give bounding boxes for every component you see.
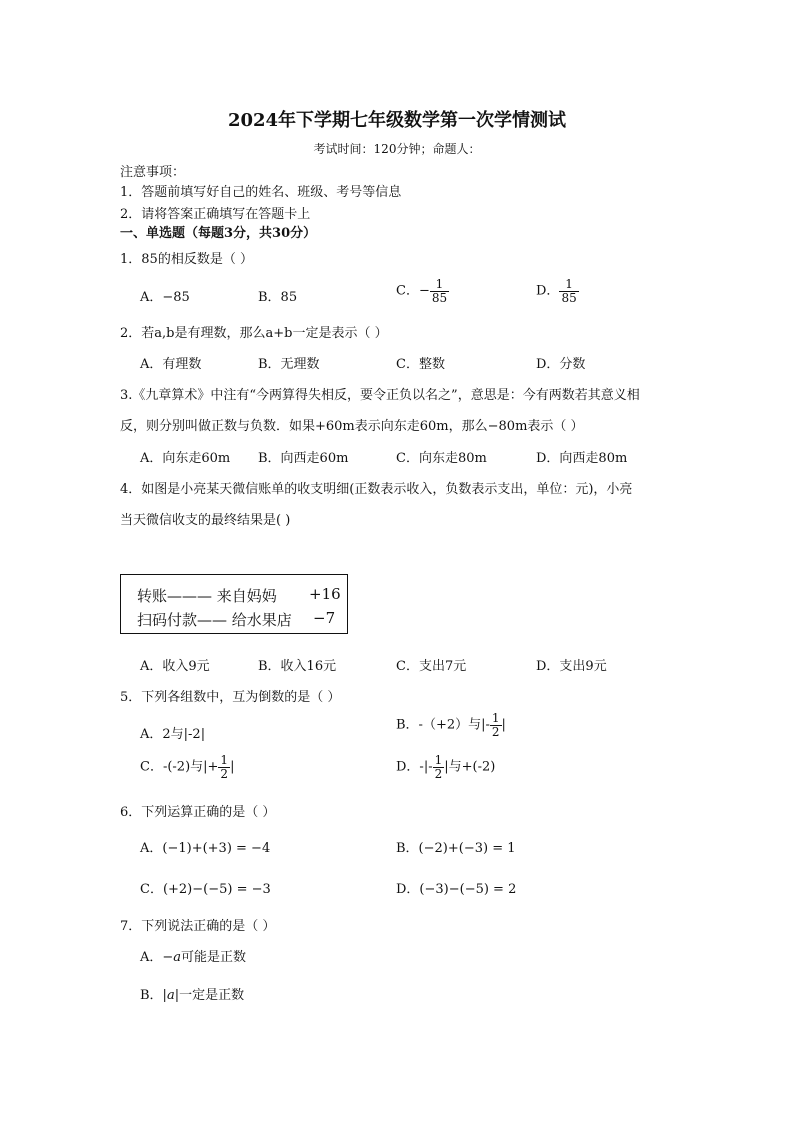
bill-row-1-value: +16 (309, 585, 341, 603)
wechat-bill-box (120, 574, 348, 634)
q4-option-a: A．收入9元 (140, 659, 210, 674)
exam-info: 考试时间：120分钟；命题人： (313, 142, 481, 156)
q5-option-b-post: | (501, 717, 506, 733)
q6-option-b: B．(−2)+(−3) = 1 (396, 841, 516, 856)
q3-option-a: A．向东走60m (140, 451, 231, 466)
q1-option-d-label: D． (536, 283, 560, 299)
q7-option-b-pre: B．| (140, 988, 167, 1003)
fraction-denominator: 2 (434, 766, 443, 781)
bill-row-2 (137, 609, 336, 630)
fraction-numerator: 1 (430, 278, 449, 292)
q5-option-c-post: | (230, 759, 235, 775)
fraction-numerator: 1 (559, 278, 578, 292)
q4-option-b: B．收入16元 (258, 659, 337, 674)
variable-a: a (166, 988, 175, 1003)
question-4-stem-line1: 4．如图是小亮某天微信账单的收支明细(正数表示收入，负数表示支出，单位：元)，小亮 (120, 482, 633, 497)
q3-option-b: B．向西走60m (258, 451, 349, 466)
fraction-numerator: 1 (491, 711, 500, 725)
q5-option-d (396, 754, 495, 780)
fraction-denominator: 2 (220, 766, 229, 781)
q3-option-d: D．向西走80m (536, 451, 628, 466)
q6-option-d: D．(−3)−(−5) = 2 (396, 882, 517, 897)
fraction-numerator: 1 (434, 753, 443, 767)
question-3-stem-line1: 3.《九章算术》中注有“今两算得失相反，要令正负以名之”，意思是：今有两数若其意义相 (120, 388, 640, 403)
fraction-denominator: 85 (431, 290, 448, 305)
question-4-stem-line2: 当天微信收支的最终结果是( ) (120, 513, 291, 528)
q4-option-d: D．支出9元 (536, 659, 607, 674)
q7-option-a (140, 946, 246, 965)
q7-option-b (140, 984, 244, 1003)
q2-option-d: D．分数 (536, 357, 586, 372)
fraction (490, 712, 502, 738)
q5-option-a: A．2与|-2| (140, 727, 206, 742)
bill-row-1 (137, 585, 341, 606)
note-item: 1．答题前填写好自己的姓名、班级、考号等信息 (120, 185, 402, 200)
q4-option-c: C．支出7元 (396, 659, 467, 674)
fraction-numerator: 1 (220, 753, 229, 767)
fraction (430, 278, 449, 304)
q5-option-b-pre: B．-（+2）与|- (396, 717, 490, 733)
q1-option-c (396, 278, 449, 304)
fraction (218, 754, 230, 780)
q2-option-b: B．无理数 (258, 357, 320, 372)
q2-option-c: C．整数 (396, 357, 445, 372)
question-6-stem: 6．下列运算正确的是（ ） (120, 805, 276, 820)
q7-option-a-post: 可能是正数 (181, 950, 247, 965)
section-heading: 一、单选题（每题3分，共30分） (120, 226, 317, 241)
question-1-stem: 1．85的相反数是（ ） (120, 252, 253, 267)
bill-row-2-label: 扫码付款—— 给水果店 (137, 611, 292, 629)
note-item: 2．请将答案正确填写在答题卡上 (120, 207, 311, 222)
q2-option-a: A．有理数 (140, 357, 202, 372)
question-3-stem-line2: 反，则分别叫做正数与负数．如果+60m表示向东走60m，那么−80m表示（ ） (120, 419, 584, 434)
q1-option-a: A．−85 (140, 290, 190, 305)
fraction (559, 278, 578, 304)
notes-heading: 注意事项： (120, 165, 186, 180)
q1-option-b: B．85 (258, 290, 298, 305)
question-2-stem: 2．若a,b是有理数，那么a+b一定是表示（ ） (120, 326, 388, 341)
q7-option-b-post: |一定是正数 (174, 988, 245, 1003)
q6-option-c: C．(+2)−(−5) = −3 (140, 882, 271, 897)
page-title: 2024年下学期七年级数学第一次学情测试 (227, 110, 567, 131)
q5-option-d-pre: D．-|- (396, 759, 433, 775)
q5-option-c-pre: C．-(-2)与|+ (140, 759, 219, 775)
variable-a: a (173, 950, 182, 965)
q5-option-c (140, 754, 234, 780)
bill-row-1-label: 转账——— 来自妈妈 (137, 587, 277, 605)
fraction-denominator: 85 (561, 290, 577, 305)
bill-row-2-value: −7 (313, 609, 336, 627)
q5-option-b (396, 712, 506, 738)
q1-option-c-label: C．− (396, 283, 430, 299)
q3-option-c: C．向东走80m (396, 451, 487, 466)
question-5-stem: 5．下列各组数中，互为倒数的是（ ） (120, 690, 341, 705)
q7-option-a-pre: A．− (140, 950, 174, 965)
fraction (433, 754, 445, 780)
fraction-denominator: 2 (491, 724, 500, 739)
q1-option-d (536, 278, 579, 304)
q6-option-a: A．(−1)+(+3) = −4 (140, 841, 271, 856)
question-7-stem: 7．下列说法正确的是（ ） (120, 919, 276, 934)
q5-option-d-post: |与+(-2) (444, 759, 496, 775)
